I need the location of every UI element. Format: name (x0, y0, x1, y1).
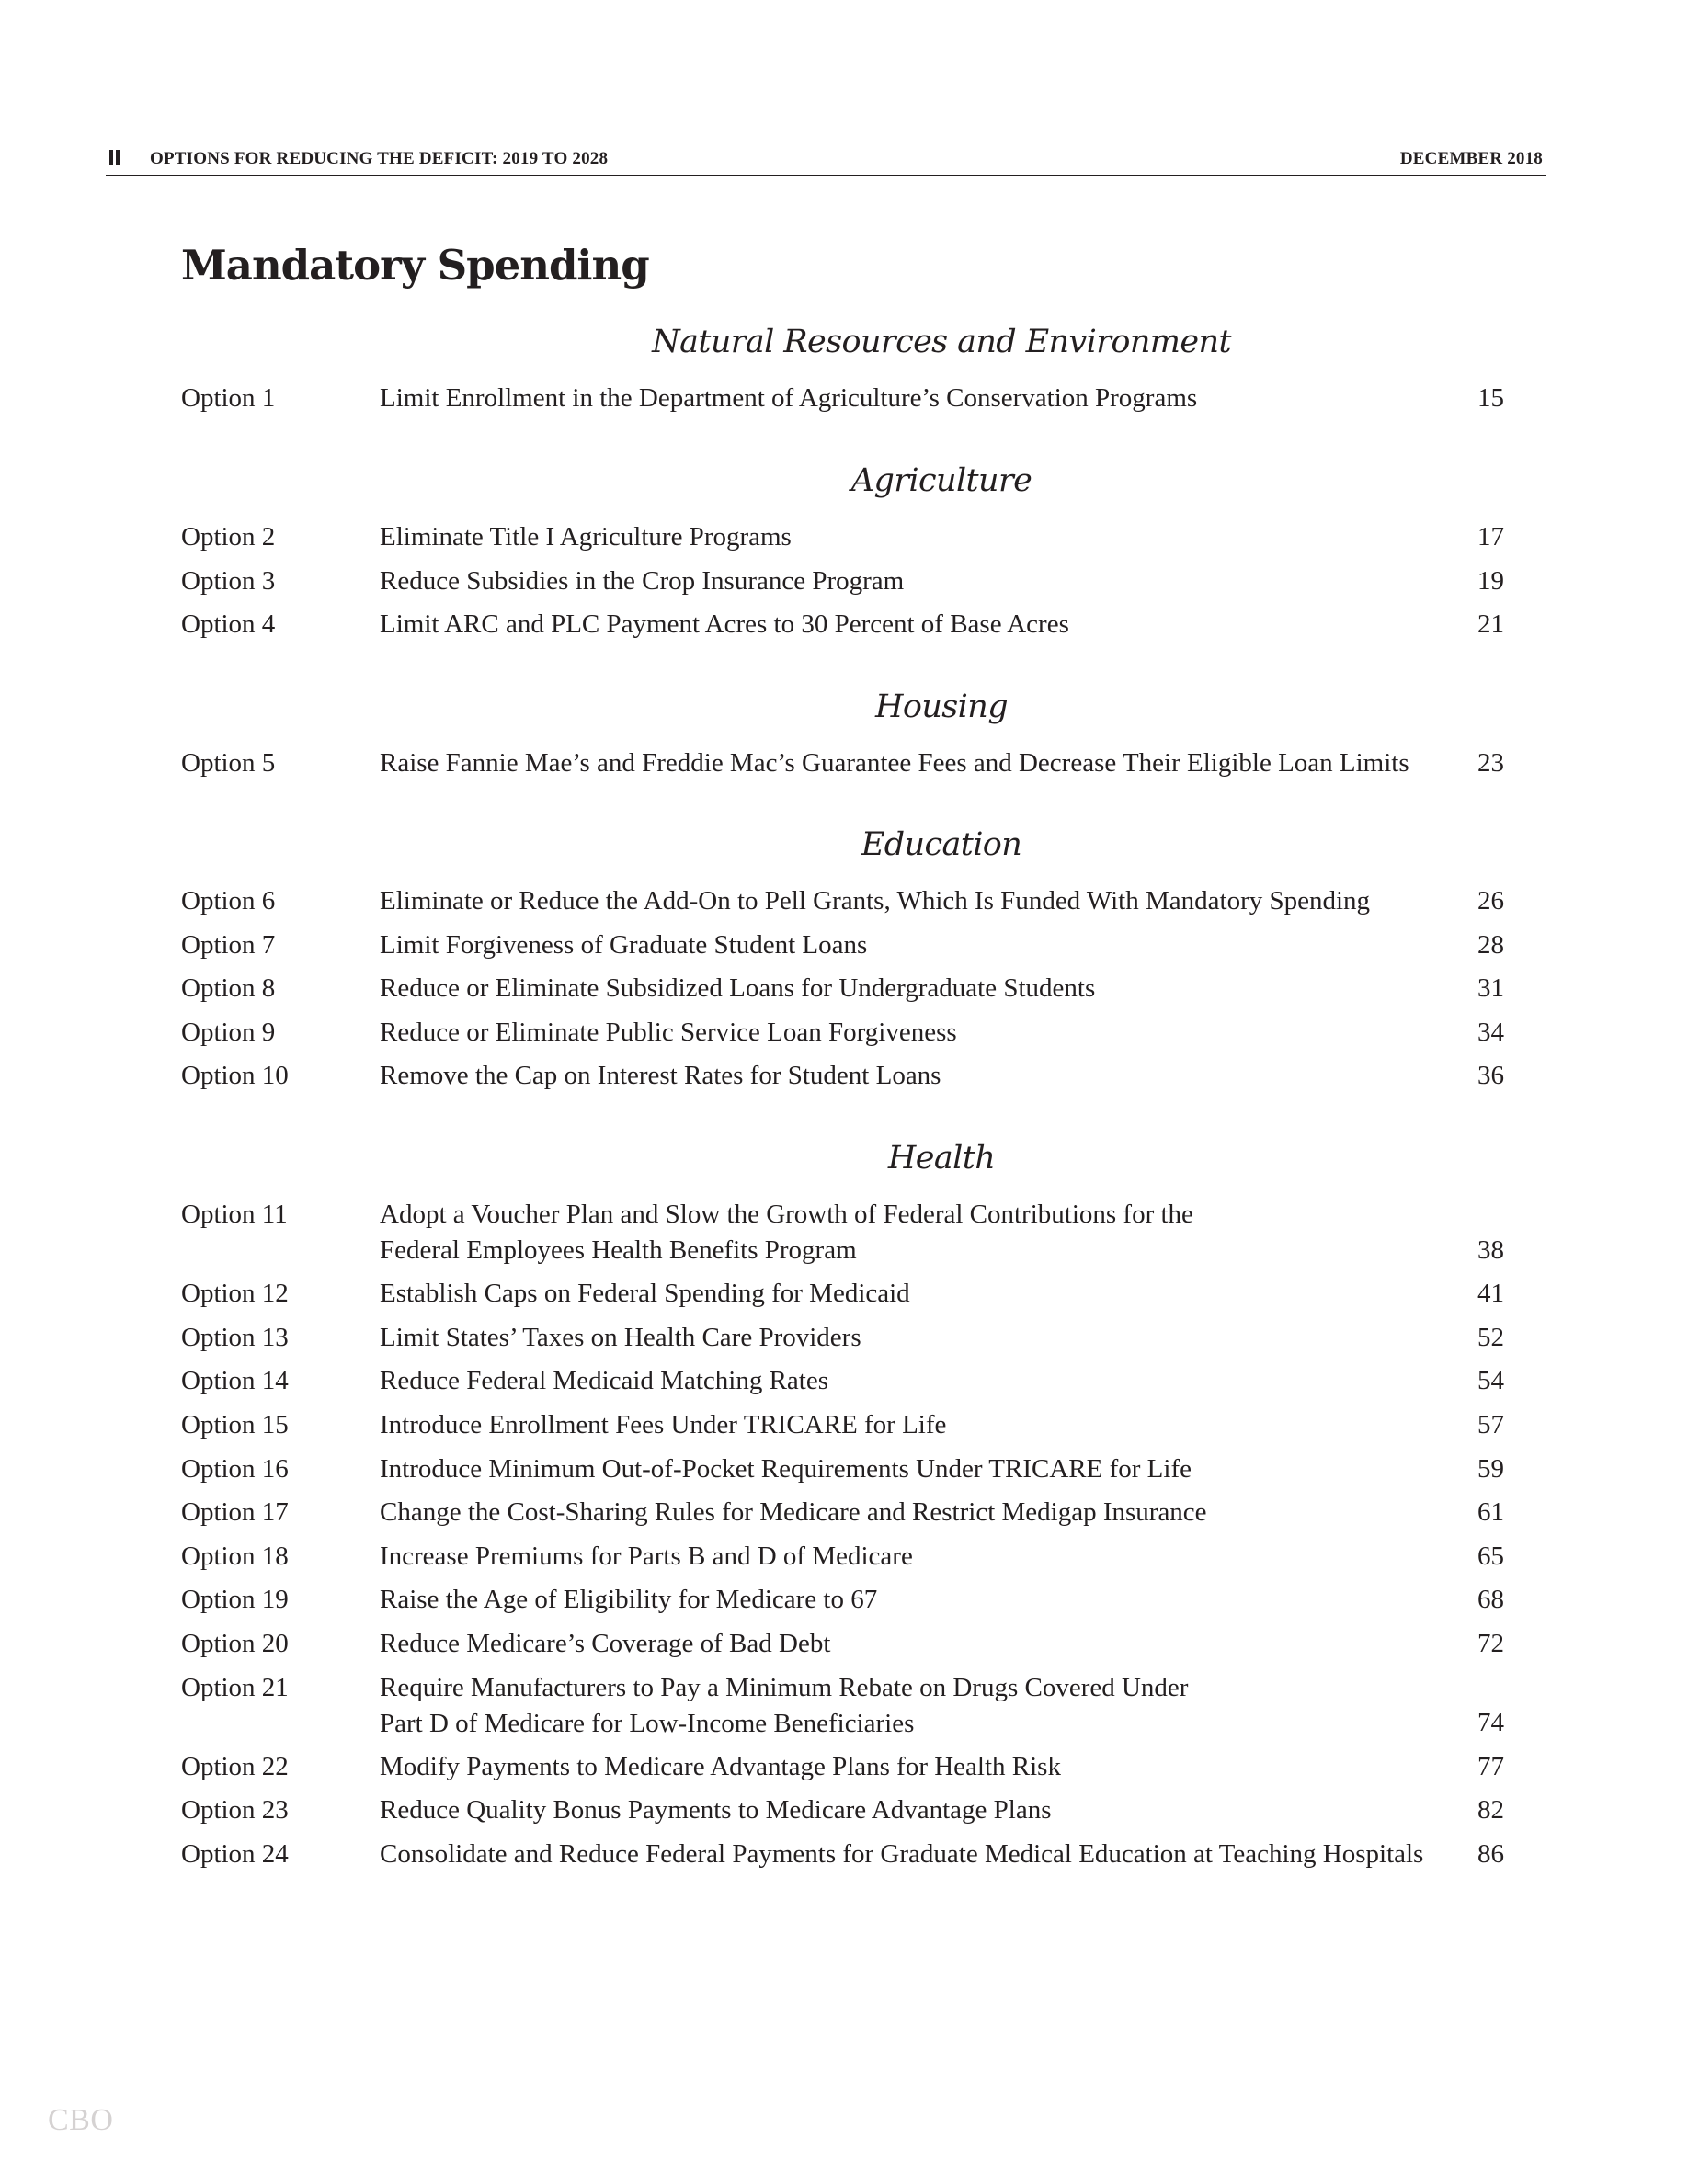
option-number: Option 12 (181, 1279, 289, 1309)
option-title (380, 1320, 1446, 1356)
option-title-line: Limit Forgiveness of Graduate Student Loans (380, 929, 868, 960)
cbo-logo: CBO (48, 2103, 114, 2137)
page-number: 23 (1477, 748, 1504, 778)
option-title-line: Reduce or Eliminate Public Service Loan Forgiveness (380, 1017, 957, 1047)
option-title-line: Federal Employees Health Benefits Program (380, 1235, 857, 1265)
option-title-line: Reduce or Eliminate Subsidized Loans for Undergraduate Students (380, 973, 1096, 1004)
option-title (380, 1495, 1446, 1530)
page-number: 19 (1477, 565, 1504, 596)
option-title-line: Eliminate Title I Agriculture Programs (380, 522, 792, 552)
page-number: 36 (1477, 1061, 1504, 1091)
option-title (380, 1451, 1446, 1487)
category-heading: Agriculture (850, 462, 1032, 499)
option-title (380, 607, 1446, 643)
option-number: Option 6 (181, 886, 276, 916)
page-number: 38 (1477, 1234, 1504, 1265)
page-number: 31 (1477, 973, 1504, 1004)
option-title (380, 1197, 1446, 1268)
option-title (380, 1582, 1446, 1618)
page-number: 57 (1477, 1409, 1504, 1439)
option-title-line: Part D of Medicare for Low-Income Beneficiaries (380, 1708, 915, 1738)
option-number: Option 4 (181, 609, 276, 640)
option-title-line: Raise the Age of Eligibility for Medicare to 67 (380, 1585, 878, 1615)
option-title (380, 1407, 1446, 1443)
option-number: Option 11 (181, 1200, 288, 1229)
section-title: Mandatory Spending (181, 241, 649, 290)
page-number: 68 (1477, 1585, 1504, 1615)
option-title (380, 563, 1446, 599)
option-title (380, 1837, 1446, 1872)
option-title (380, 1363, 1446, 1399)
option-number: Option 19 (181, 1585, 289, 1615)
option-title (380, 883, 1446, 919)
page-number: 54 (1477, 1366, 1504, 1396)
option-title-line: Establish Caps on Federal Spending for Medicaid (380, 1279, 910, 1309)
category-heading: Education (861, 826, 1022, 863)
option-title-line: Introduce Minimum Out-of-Pocket Requirements Under TRICARE for Life (380, 1453, 1192, 1484)
option-number: Option 9 (181, 1017, 276, 1047)
option-title (380, 519, 1446, 555)
option-title-line: Reduce Medicare’s Coverage of Bad Debt (380, 1628, 831, 1658)
option-title-line: Remove the Cap on Interest Rates for Student Loans (380, 1061, 941, 1091)
page-number: 52 (1477, 1322, 1504, 1352)
category-heading: Natural Resources and Environment (652, 324, 1231, 360)
header-date: DECEMBER 2018 (1399, 149, 1543, 168)
page-number: 61 (1477, 1497, 1504, 1528)
page-number: 72 (1477, 1628, 1504, 1658)
page-number: 74 (1477, 1708, 1504, 1737)
option-title (380, 971, 1446, 1007)
option-title (380, 381, 1446, 416)
page-number: 82 (1477, 1795, 1504, 1826)
page-number: 59 (1477, 1453, 1504, 1484)
option-number: Option 1 (181, 383, 276, 413)
option-number: Option 7 (181, 929, 276, 960)
page-number: 26 (1477, 886, 1504, 916)
option-number: Option 14 (181, 1366, 289, 1396)
option-title-line: Require Manufacturers to Pay a Minimum Rebate on Drugs Covered Under (380, 1672, 1189, 1702)
option-number: Option 13 (181, 1322, 289, 1352)
page-number: 15 (1477, 383, 1504, 413)
option-title-line: Increase Premiums for Parts B and D of Medicare (380, 1541, 913, 1571)
option-title-line: Reduce Subsidies in the Crop Insurance Program (380, 565, 905, 596)
option-title (380, 1792, 1446, 1828)
option-number: Option 3 (181, 565, 276, 596)
option-number: Option 10 (181, 1061, 289, 1091)
option-title-line: Reduce Federal Medicaid Matching Rates (380, 1366, 829, 1396)
option-number: Option 2 (181, 522, 276, 552)
option-title (380, 1749, 1446, 1785)
category-heading: Housing (874, 688, 1009, 725)
option-title-line: Raise Fannie Mae’s and Freddie Mac’s Guarantee Fees and Decrease Their Eligible Loan Limits (380, 748, 1409, 778)
option-title-line: Introduce Enrollment Fees Under TRICARE for Life (380, 1409, 947, 1439)
option-title-line: Adopt a Voucher Plan and Slow the Growth of Federal Contributions for the (380, 1200, 1193, 1229)
page-number: 65 (1477, 1541, 1504, 1571)
option-title (380, 745, 1446, 781)
option-title (380, 1670, 1446, 1742)
page-number: 77 (1477, 1751, 1504, 1781)
option-number: Option 8 (181, 973, 276, 1004)
page-number: 21 (1477, 609, 1504, 640)
option-title-line: Consolidate and Reduce Federal Payments for Graduate Medical Education at Teaching Hospitals (380, 1838, 1424, 1869)
option-title (380, 927, 1446, 963)
option-title-line: Limit Enrollment in the Department of Agriculture’s Conservation Programs (380, 383, 1198, 413)
option-number: Option 20 (181, 1628, 289, 1658)
page-number: 28 (1477, 929, 1504, 960)
option-title (380, 1276, 1446, 1312)
option-number: Option 16 (181, 1453, 289, 1484)
option-number: Option 17 (181, 1497, 289, 1528)
option-number: Option 18 (181, 1541, 289, 1571)
option-number: Option 23 (181, 1795, 289, 1826)
option-title (380, 1058, 1446, 1094)
option-number: Option 22 (181, 1751, 289, 1781)
option-title-line: Reduce Quality Bonus Payments to Medicare Advantage Plans (380, 1795, 1052, 1826)
option-title (380, 1015, 1446, 1051)
page-number: 41 (1477, 1279, 1504, 1309)
option-title-line: Limit States’ Taxes on Health Care Providers (380, 1322, 861, 1352)
option-number: Option 24 (181, 1838, 289, 1869)
option-number: Option 21 (181, 1672, 289, 1702)
option-title (380, 1626, 1446, 1662)
option-title-line: Limit ARC and PLC Payment Acres to 30 Percent of Base Acres (380, 609, 1069, 640)
option-title-line: Modify Payments to Medicare Advantage Plans for Health Risk (380, 1751, 1061, 1781)
option-number: Option 15 (181, 1409, 289, 1439)
option-title-line: Change the Cost-Sharing Rules for Medicare and Restrict Medigap Insurance (380, 1497, 1207, 1528)
option-title (380, 1539, 1446, 1575)
page-number: 17 (1477, 522, 1504, 552)
page-number: 34 (1477, 1017, 1504, 1047)
option-number: Option 5 (181, 748, 276, 778)
header-title: OPTIONS FOR REDUCING THE DEFICIT: 2019 TO 2028 (150, 149, 609, 168)
page-number: 86 (1477, 1838, 1504, 1869)
option-title-line: Eliminate or Reduce the Add-On to Pell Grants, Which Is Funded With Mandatory Spending (380, 886, 1371, 916)
category-heading: Health (887, 1140, 996, 1177)
